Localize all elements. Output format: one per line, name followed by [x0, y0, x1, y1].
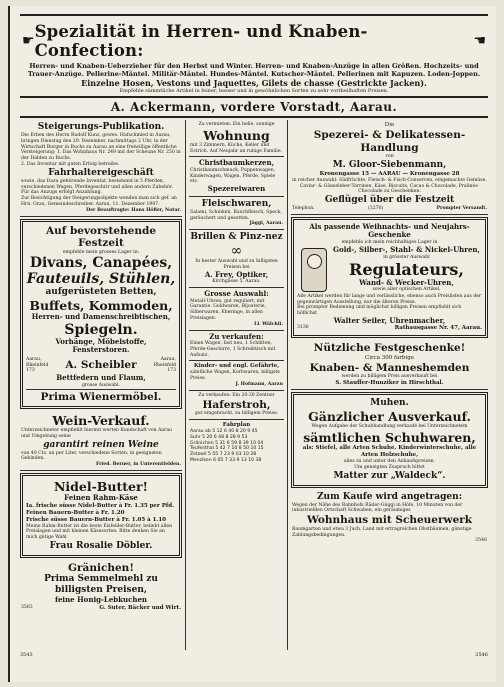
nidel-b: Feinen Bauern-Butter à Fr. 1.20 [26, 509, 125, 516]
weih-clock-wrap [297, 246, 331, 294]
weih-main [297, 246, 482, 294]
nidel-note: Meine Rahm-Butter ist die beste Eisfelder-Butter, beliebt allen Preislagen und mit kleinen Käsesorten. Bitte denken Sie an mich gütige Wahl [26, 523, 173, 541]
fleisch-sign: Jäggi, Aarau. [249, 221, 283, 227]
ad-zum-kaufe [291, 490, 488, 546]
weih-note2: Bei prompter Bedienung und möglichst billigen Preisen empfiehlt sich höflichst [297, 305, 462, 317]
kinder-body: sämtliche Wagen, Korbwaren, billigste Preise. [190, 370, 280, 382]
feast-name-row [26, 357, 176, 374]
tab-row: Aarau ab 5 12 6 40 8 20 9 45 [190, 428, 258, 434]
ad-zu-verkaufen [189, 331, 284, 362]
grun-num: 3563 [21, 604, 33, 610]
brille-title: Brillen & Pinz-nez [190, 232, 283, 243]
feast-divans: Divans, Canapées, [29, 255, 173, 272]
grun-foot [21, 605, 181, 612]
kauf-num: 3546 [475, 538, 487, 544]
spec-title: Spezereiwaren [207, 184, 266, 194]
tab-row: Teufenthal 5 42 7 10 8 50 10 15 [190, 446, 264, 452]
wall-clock-icon [301, 248, 327, 292]
fahr-title: Fahrhaltereigeschäft [48, 167, 154, 178]
ad-wohnung [189, 120, 284, 157]
muhen-title: Muhen. [370, 398, 409, 409]
weih-opt: sowie aller optischen Artikel. [372, 287, 441, 293]
fahr-body: sowie, das Dazu gehörende Inventar, bestehend in 5 Pferden, verschiedenen Wagen, Pferdegeschirr und allen andern Zubehör. Für das Anzugs erfolgt Anzahlung. [21, 178, 173, 196]
wein-body2: von 40 Cts. an per Liter, verschiedene Sorten, in geeigneten Gebinden. [21, 450, 162, 462]
wein-title: Wein-Verkauf. [52, 413, 150, 429]
hafer-intro: Zu verkaufen: Ein 20-30 Zentner [198, 392, 275, 398]
kinder-sign: J. Hofmann, Aarau [235, 382, 283, 388]
tab-title: Fahrplan [222, 421, 251, 428]
verk-body: Einen Wagen, fast neu, 1 Schlitten, Pferde-Geschirre, 1 Schreibtisch mit Aufsatz. [190, 341, 276, 358]
feast-betten: aufgerüsteten Betten, [45, 287, 157, 298]
weih-num: 3136 [297, 325, 309, 331]
column-right [288, 120, 488, 650]
spez-name: M. Gloor-Siebenmann, [332, 159, 447, 170]
nutz-title: Nützliche Festgeschenke! [313, 342, 466, 355]
pointing-hand-left-icon: ☛ [22, 33, 35, 49]
kauf-body: Wegen der Nähe des Bahnhofs Räder-Güggi in Höfe, 10 Minuten von der inkustrielllen Ortschaft Schwaben, ein geräumiges [292, 502, 463, 514]
feast-name: A. Scheibler [65, 359, 137, 372]
tab-row: Suhr 5 20 6 48 8 28 9 53 [190, 434, 248, 440]
feast-bett: Bettfedern und Flaum, [56, 373, 146, 383]
brille-name: A. Frey, Optiker, [204, 269, 269, 279]
page-footer [20, 652, 488, 658]
weih-addr: Rathausgasse Nr. 47, Aarau. [394, 325, 482, 332]
timetable [189, 420, 284, 466]
nutz-big: Knaben- & Manneshemden [309, 361, 470, 374]
muhen-body2: als: Stiefel, alle Arten Schuhe, Kinderwinterschuhe, alle Arten Holzschuhe, [302, 445, 477, 459]
kauf-title: Zum Kaufe wird angetragen: [316, 491, 463, 502]
hafer-body: gut eingebracht, zu billigem Preise. [194, 411, 279, 417]
nutz-body: werden zu billigem Preis ausverkauft bei [341, 374, 438, 380]
grun-sub: feine Honig-Lebkuchen [54, 595, 148, 605]
feast-vorh: Vorhänge, Möbelstoffe, Fensterstoren. [55, 336, 147, 355]
top-rule [20, 14, 488, 16]
newspaper-page [8, 6, 496, 682]
nidel-sign: Frau Rosalie Döbler. [49, 540, 153, 551]
feast-buffets: Buffets, Kommoden, [29, 298, 173, 314]
fahr-body2: Zur Besichtigung der Steigerungsobjekte wenden man sich gef. an Hrn. Grau, Gemeindeschreiber. Aarau, 11. Dezember 1907. [21, 196, 177, 207]
ad-fleisch [189, 197, 284, 230]
grun-big: Prima Semmelmehl zu billigsten Preisen, [44, 574, 158, 596]
column-middle [186, 120, 288, 650]
nidel-sub: Feinen Rahm-Käse [64, 493, 138, 503]
nidel-a: Ia. frische süsse Nidel-Butter à Fr. 1.35 per Pfd. [26, 502, 174, 509]
ad-nidel-butter [20, 473, 182, 558]
header-line-3: Einzelne Hosen, Vestons und Jaquettes, Gilets de chasse (Gestrickte Jacken). [81, 78, 427, 88]
ad-spezerei [291, 120, 488, 215]
nutz-sub: Circa 300 farbige [365, 354, 414, 361]
christ-title: Christbaumkerzen, [198, 158, 275, 168]
ad-feast-furniture [20, 219, 182, 409]
feast-right: Aarau, Rheinfeld 173 [153, 356, 176, 374]
fleisch-title: Fleischwaren, [201, 198, 272, 209]
pointing-hand-right-icon: ☚ [473, 33, 486, 49]
kauf-body2: Baumgarten und etwa 3 Juch. Land mit ertragreichen Obstbäumen, günstige Zahlungsbedingungen. [292, 526, 472, 538]
verk-title: Zu verkaufen: [209, 331, 264, 341]
christ-body: Christbaumschmuck, Puppenwagen, Kinderwagen, Wagen, Pferde, Spiele etc. [190, 167, 276, 185]
muhen-big: Gänzlicher Ausverkauf. [308, 409, 471, 425]
feast-schreib: Herren- und Damenschreibtischen, [31, 312, 171, 322]
steig-title: Steigerungs-Publikation. [37, 122, 165, 132]
muhen-sign: Matter zur „Waldeck“. [333, 470, 446, 481]
feast-fauteuils: Fauteuils, Stühlen, [26, 271, 176, 288]
spez-title: Spezerei- & Delikatessen-Handlung [313, 129, 466, 154]
wein-big: garantirt reinen Weine [43, 439, 159, 450]
footer-right-number: 3546 [475, 652, 488, 658]
ad-kinder-gefaehrte [189, 361, 284, 390]
weih-auswahl: in grösster Auswahl [383, 254, 430, 260]
tab-row: Menziken 6 05 7 33 9 13 10 38 [190, 457, 262, 463]
brille-addr: Kirchgasse 5, Aarau. [212, 279, 261, 285]
muhen-body: Wegen Aufgabe der Schuhhandlung verkaufe bei Unterzeichnetem [311, 424, 468, 430]
gross-title: Grosse Auswahl: [204, 289, 269, 299]
tab-row: Zetzwil 5 55 7 23 9 03 10 28 [190, 452, 257, 458]
ad-festgeschenke [291, 340, 488, 390]
eyeglasses-icon: ∞ [230, 243, 243, 260]
wohn-body: mit 3 Zimmern, Küche, Keller und Estrich. Auf Neujahr an ruhige Familie. [190, 142, 283, 154]
nidel-title: Nidel-Butter! [53, 479, 149, 495]
ad-weihnachts-uhren [291, 217, 488, 338]
spez-foot-mid: (3270) [368, 206, 384, 212]
header-firm-banner: A. Ackermann, vordere Vorstadt, Aarau. [20, 96, 488, 118]
feast-spiegeln: Spiegeln. [64, 321, 138, 338]
weih-name: Walter Seiler, Uhrenmacher, [333, 315, 446, 325]
header-line-2: Trauer-Anzüge. Pellerine-Mäntel. Militär-Mäntel. Hundes-Mäntel. Kutscher-Mäntel. Pellerinen mit Kapuzen. Loden-Joppen. [27, 70, 481, 78]
ad-christbaum [189, 157, 284, 196]
weih-reg: Regulateurs, [349, 259, 464, 279]
steig-body2: 2. Das Inventar mit guten Erfolg betreibe. [21, 161, 120, 167]
fahr-sign: Der Beauftragte: Hans Höfler, Notar. [86, 207, 181, 213]
gross-body: Metall-Uhren, gut reguliert, mit Garantie. Goldwaren, Bijouterie, Silberwaren, Eheringe, in allen Preislagen. [190, 298, 266, 321]
weih-title: Als passende Weihnachts- und Neujahrs-Geschenke [309, 221, 470, 240]
wein-sign: Fried. Berner, in Unterentfelden. [95, 462, 181, 468]
wohn-intro: Zu vermieten: Ein helle, sonnige [198, 122, 275, 127]
fleisch-body: Salami, Schinken, Rauchfleisch, Speck, geräuchert und gesotten. [190, 209, 282, 221]
column-left [20, 120, 186, 650]
spez-label: Die [384, 122, 395, 128]
brille-body: In bester Auswahl und zu billigsten Preisen bei [195, 259, 278, 270]
wohn-title: Wohnung [203, 127, 270, 143]
ad-muhen [291, 392, 488, 487]
ad-columns [20, 120, 488, 650]
ad-steigerung [20, 120, 182, 217]
muhen-body3: alles zu und unter den Ankaufspreisen. [343, 459, 436, 465]
ad-wein [20, 411, 182, 471]
ad-brillen [189, 230, 284, 288]
footer-left-number: 3543 [20, 652, 33, 658]
ad-graenichen [20, 560, 182, 614]
hafer-title: Haferstroh, [202, 398, 271, 411]
ad-haferstroh [189, 391, 284, 420]
feast-auswahl: grosse Auswahl. [82, 382, 120, 388]
weih-gold: Gold-, Silber-, Stahl- & Nickel-Uhren, [333, 245, 480, 255]
muhen-note: Um geneigten Zuspruch bittet [354, 464, 425, 470]
gross-sign: Ll. Wälchli. [254, 321, 283, 327]
steig-body: Die Erben des Herrn Rudolf Kunz, gewes. Hufschmied in Aarau, bringen Dienstag den 29. Dezember, nachmittags 2 Uhr, in der Wirtschaft Burger in Buchs zu Aarau an eine freiwillige öffentliche Versteigerung: 1. Das Wohnhaus Nr. 249 mit der Scheune Nr. 250 in der Halden zu Buchs. [21, 133, 181, 162]
ad-grosse-auswahl [189, 288, 284, 330]
weih-body: empfehle ich mein reichhaltiges Lager in [341, 239, 438, 245]
weih-foot [297, 325, 482, 332]
grun-title: Gränichen! [68, 561, 134, 574]
feast-sub: empfehle mein grosses Lager in: [62, 249, 140, 255]
spez-foot [292, 206, 487, 212]
kauf-big: Wohnhaus mit Scheuerwerk [306, 514, 473, 527]
wein-body: Unterzeichneter empfiehlt hiermit werten Kundschaft von Aarau und Umgebung seine [21, 428, 173, 439]
spez-body: in reicher Auswahl: Südfrüchte, Fleisch- & Fisch-Conserven, eingemachte Gemüse, Caviar- & Gänseleber-Terrinen, Käse, Biscuits, Cacao & Chocolade, Pralinés-Chocolade zu Geschenken. [292, 177, 487, 195]
spez-foot-left: Telephon. [292, 206, 315, 212]
feast-prima: Prima Wienermöbel. [26, 389, 176, 404]
spez-gefl: Geflügel über die Festzeit [324, 195, 455, 206]
spez-of: von [385, 154, 394, 159]
spez-addr: Kronengasse 15 — AARAU — Kronengasse 28 [319, 170, 460, 177]
spez-foot-right: Prompter Versandt. [436, 206, 487, 212]
weih-note: Alle Artikel werden für lange und verlässliche, ebenso auch Preislisten aus der gegenwärtigen Ausstellung, nur die älteren Preise. [297, 293, 482, 305]
weih-text [331, 246, 482, 293]
feast-left: Aarau, Rheinfeld 173 [26, 356, 49, 374]
nutz-name: S. Stauffer-Hunziker in Hirschthal. [335, 380, 444, 387]
tab-row: Gränichen 5 31 6 59 8 39 10 04 [190, 440, 264, 446]
nidel-c: Frische süsse Bauern-Butter à Fr. 1.05 à 1.10 [26, 516, 166, 523]
header-line-4: Empfehle sämmtliche Artikel in feiner, besser und in gewöhnlichen Sorten zu sehr vortheilhaften Preisen. [119, 88, 389, 94]
kinder-title: Kinder- und engl. Gefährte, [193, 363, 280, 370]
feast-title: Auf bevorstehende Festzeit [45, 224, 157, 250]
grun-sign: G. Suter, Bäcker und Wirt. [99, 604, 181, 611]
header-title-row [20, 18, 488, 62]
header-line-1: Herren- und Knaben-Ueberzieher für den Herbst und Winter. Herren- und Knaben-Anzüge in allen Größen. Hochzeits- und [29, 62, 479, 70]
muhen-schuh: sämtlichen Schuhwaren, [303, 430, 476, 446]
header-title: Spezialität in Herren- und Knaben-Confection: [34, 22, 368, 60]
weih-wand: Wand- & Wecker-Uhren, [359, 277, 454, 287]
